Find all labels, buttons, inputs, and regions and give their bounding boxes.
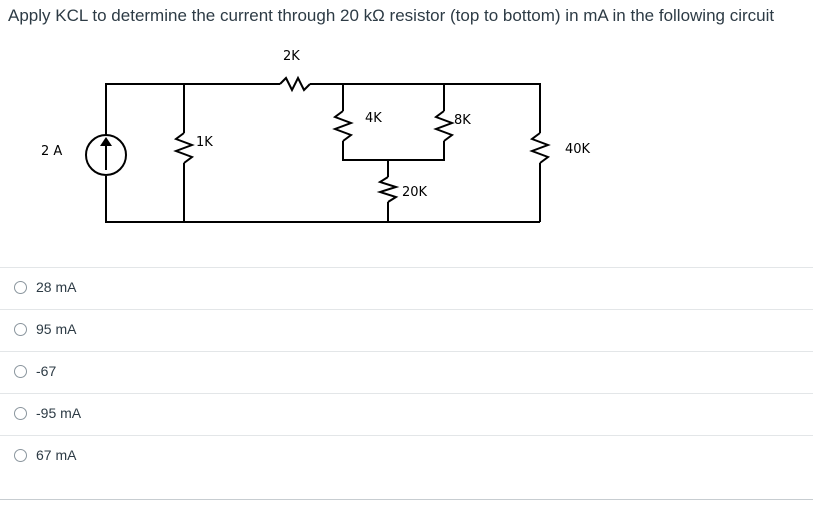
label-40k: 40K xyxy=(565,142,591,157)
label-20k: 20K xyxy=(402,185,428,200)
radio-button[interactable] xyxy=(14,449,27,462)
wire-left-bottom xyxy=(106,176,184,222)
resistor-20k xyxy=(380,177,396,202)
label-2k: 2K xyxy=(283,49,300,64)
radio-button[interactable] xyxy=(14,407,27,420)
label-8k: 8K xyxy=(454,113,471,128)
answer-label[interactable]: 28 mA xyxy=(36,279,77,295)
answer-label[interactable]: -67 xyxy=(36,363,57,379)
resistor-1k xyxy=(176,133,192,163)
source-arrow-head xyxy=(100,137,112,146)
radio-button[interactable] xyxy=(14,323,27,336)
radio-button[interactable] xyxy=(14,281,27,294)
question-text: Apply KCL to determine the current through 20 kΩ resistor (top to bottom) in mA in the following circuit xyxy=(8,6,775,25)
wire-4k-lower xyxy=(343,141,388,160)
wire-top-mid xyxy=(310,84,343,111)
wire-top-right xyxy=(343,84,444,111)
answer-option[interactable] xyxy=(0,267,813,309)
divider xyxy=(0,499,813,500)
resistor-40k xyxy=(532,133,548,163)
answer-option[interactable] xyxy=(0,435,813,477)
resistor-8k xyxy=(436,111,452,141)
wire-left-top xyxy=(106,84,184,135)
resistor-4k xyxy=(335,111,351,141)
label-1k: 1K xyxy=(196,135,213,150)
answer-label[interactable]: 67 mA xyxy=(36,447,77,463)
answer-label[interactable]: 95 mA xyxy=(36,321,77,337)
radio-button[interactable] xyxy=(14,365,27,378)
answer-option[interactable] xyxy=(0,393,813,435)
wire-8k-lower xyxy=(388,141,444,160)
answer-option[interactable] xyxy=(0,309,813,351)
answer-list xyxy=(0,267,813,477)
answer-option[interactable] xyxy=(0,351,813,393)
label-source: 2 A xyxy=(41,144,63,159)
resistor-2k xyxy=(280,78,310,90)
answer-label[interactable]: -95 mA xyxy=(36,405,82,421)
label-4k: 4K xyxy=(365,111,382,126)
